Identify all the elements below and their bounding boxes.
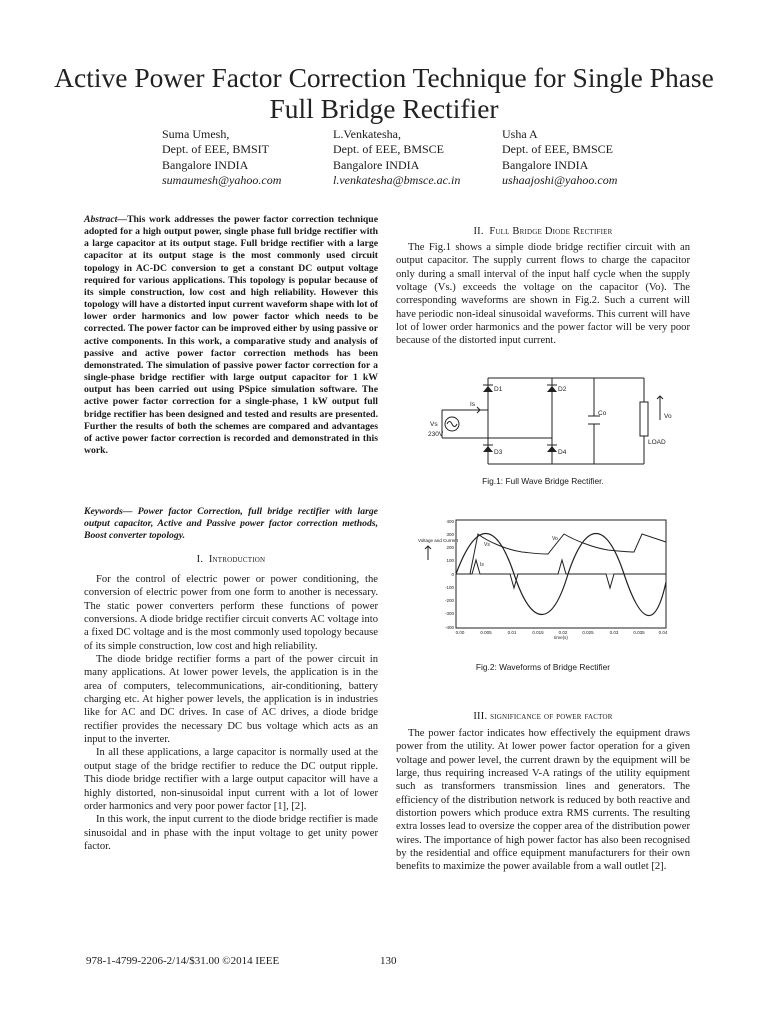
label-230v: 230V bbox=[428, 431, 444, 438]
author-block-2 bbox=[333, 127, 503, 189]
abstract-lead: Abstract bbox=[84, 214, 118, 225]
y-tick: 400 bbox=[446, 519, 454, 524]
abstract-text: —This work addresses the power factor correction technique adopted for a high output power, single phase full bridge rectifier with a large capacitor at its output stage. Full bridge rectifier with a large capacitor at its output stage is the most commonly used circuit topology in AC-DC conversion to get a constant DC output voltage required for various applications. This topology is popular because of its simple construction, low cost and high reliability. However this topology will have a distorted input current waveform shape with lot of lower order harmonics and low power factor which needs to be corrected. The power factor can be improved either by using passive or active components. In this work, a comparative study and analysis of passive and active power factor correction methods has been demonstrated. The simulation of passive power factor correction for a single-phase bridge rectifier with large output capacitor for 1 kW output has been carried out using PSpice simulation software. The active power factor correction for a single-phase, 1 kW output full bridge rectifier has been designed and tested and results are presented. Further the results of both the schemes are compared and advantages of active power factor correction is recorded and demonstrated in this work. bbox=[84, 214, 378, 456]
paragraph: In all these applications, a large capacitor is normally used at the output stage of the bridge rectifier to reduce the DC output ripple. This diode bridge rectifier with a large output capacitor will have a highly distorted, non-sinusoidal input current with a lot of lower order harmonics and very poor power factor [1], [2]. bbox=[84, 747, 378, 812]
label-vs: Vs bbox=[430, 421, 438, 428]
x-tick: 0.03 bbox=[609, 630, 619, 635]
section-number: II. bbox=[473, 226, 484, 237]
y-axis-label: Voltage and Current bbox=[418, 538, 459, 543]
x-tick: 0.02 bbox=[558, 630, 568, 635]
author-name: Suma Umesh, bbox=[162, 127, 230, 141]
label-d1: D1 bbox=[494, 386, 503, 393]
abstract bbox=[84, 214, 378, 457]
label-d4: D4 bbox=[558, 449, 567, 456]
y-tick: -100 bbox=[444, 585, 454, 590]
figure-1-circuit bbox=[428, 368, 678, 478]
section-heading-intro bbox=[84, 554, 378, 565]
x-tick: 0.025 bbox=[582, 630, 594, 635]
y-tick: -300 bbox=[444, 611, 454, 616]
y-tick: -200 bbox=[444, 598, 454, 603]
series-label-vs: Vs bbox=[484, 542, 490, 548]
author-place: Bangalore INDIA bbox=[333, 157, 420, 172]
x-axis-label: time(s) bbox=[554, 635, 568, 640]
x-tick: 0.005 bbox=[480, 630, 492, 635]
author-dept: Dept. of EEE, BMSCE bbox=[333, 142, 444, 157]
section-title: Full Bridge Diode Rectifier bbox=[489, 226, 613, 237]
keywords-lead: Keywords— bbox=[84, 506, 133, 517]
label-co: Co bbox=[598, 410, 607, 417]
author-email: ushaajoshi@yahoo.com bbox=[502, 173, 618, 188]
section-bridge-body bbox=[396, 241, 690, 348]
paragraph: The diode bridge rectifier forms a part of the power circuit in many applications. At lower power levels, the application is in the area of computers, telecommunications, air-conditioning, battery charging etc. At higher power levels, the application is in industries like for AC and DC drives. In case of AC drives, a diode bridge rectifier provides the necessary DC bus voltage which acts as an input to the inverter. bbox=[84, 654, 378, 746]
author-block-3 bbox=[502, 127, 672, 189]
section-heading-power-factor bbox=[396, 711, 690, 722]
label-vo: Vo bbox=[664, 413, 672, 420]
series-label-vo: Vo bbox=[552, 536, 558, 542]
figure-2-caption: Fig.2: Waveforms of Bridge Rectifier bbox=[475, 662, 611, 672]
author-name: L.Venkatesha, bbox=[333, 127, 401, 141]
section-title: significance of power factor bbox=[490, 711, 613, 722]
y-tick: 300 bbox=[446, 532, 454, 537]
paragraph: For the control of electric power or power conditioning, the conversion of electric power from one form to another is necessary. The static power converters perform these functions of power conversions. A diode bridge rectifier circuit converts AC voltage into a fixed DC voltage and is the most commonly used topology because of its simple construction, low cost and high reliability. bbox=[84, 574, 378, 652]
section-power-factor-body bbox=[396, 727, 690, 874]
author-dept: Dept. of EEE, BMSIT bbox=[162, 142, 269, 157]
y-tick: 200 bbox=[446, 545, 454, 550]
paragraph: The Fig.1 shows a simple diode bridge rectifier circuit with an output capacitor. The supply current flows to charge the capacitor only during a small interval of the input half cycle when the supply voltage (Vs.) exceeds the voltage on the capacitor (Vo). The corresponding waveforms are shown in Fig.2. Such a current will have periodic non-ideal sinusoidal waveforms. This current will have lot of lower order harmonics and the power factor will be very poor because of the distorted input current. bbox=[396, 242, 690, 347]
y-tick: 100 bbox=[446, 558, 454, 563]
section-number: I. bbox=[196, 554, 204, 565]
x-tick: 0.00 bbox=[455, 630, 465, 635]
section-intro-body bbox=[84, 573, 378, 853]
paragraph: The power factor indicates how effectively the equipment draws power from the utility. At lower power factor operation for a given voltage and power level, the current drawn by the equipment will be large, thus requiring increased V-A ratings of the utility equipment such as transformers transmission lines and generators. The efficiency of the distribution network is reduced by both reactive and distortion powers which produce extra RMS currents. The resulting extra losses lead to oversize the copper area of the distribution power wires. The importance of high power factor has also been recognised by the residential and office equipment manufacturers for their own benefits to maximize the power available from a wall outlet [2]. bbox=[396, 728, 690, 873]
author-email: sumaumesh@yahoo.com bbox=[162, 173, 282, 188]
label-load: LOAD bbox=[648, 439, 666, 446]
author-place: Bangalore INDIA bbox=[502, 157, 589, 172]
label-is: Is bbox=[470, 401, 476, 408]
section-heading-bridge bbox=[396, 226, 690, 237]
author-email: l.venkatesha@bmsce.ac.in bbox=[333, 173, 461, 188]
author-dept: Dept. of EEE, BMSCE bbox=[502, 142, 613, 157]
section-number: III. bbox=[473, 711, 488, 722]
author-name: Usha A bbox=[502, 127, 538, 141]
y-tick: -400 bbox=[444, 625, 454, 630]
series-vo bbox=[456, 534, 666, 574]
x-tick: 0.015 bbox=[532, 630, 544, 635]
series-label-is: Is bbox=[480, 562, 484, 568]
keywords-text: Power factor Correction, full bridge rectifier with large output capacitor, Active and Passive power factor correction methods, Boost converter topology. bbox=[84, 506, 378, 542]
footer-isbn: 978-1-4799-2206-2/14/$31.00 ©2014 IEEE bbox=[86, 955, 280, 967]
paper-title: Active Power Factor Correction Technique for Single Phase Full Bridge Rectifier bbox=[54, 62, 714, 124]
figure-2-waveforms bbox=[398, 512, 680, 640]
x-tick: 0.04 bbox=[658, 630, 668, 635]
x-tick: 0.035 bbox=[633, 630, 645, 635]
paragraph: In this work, the input current to the diode bridge rectifier is made sinusoidal and in phase with the input voltage to get unity power factor. bbox=[84, 814, 378, 852]
page-number: 130 bbox=[380, 955, 397, 967]
y-tick-labels bbox=[445, 519, 455, 630]
x-tick: 0.01 bbox=[507, 630, 517, 635]
label-d3: D3 bbox=[494, 449, 503, 456]
author-block-1 bbox=[162, 127, 332, 189]
label-d2: D2 bbox=[558, 386, 567, 393]
section-title: Introduction bbox=[208, 554, 266, 565]
figure-1-caption: Fig.1: Full Wave Bridge Rectifier. bbox=[482, 476, 604, 486]
keywords bbox=[84, 506, 378, 543]
y-tick: 0 bbox=[451, 572, 454, 577]
author-place: Bangalore INDIA bbox=[162, 157, 249, 172]
